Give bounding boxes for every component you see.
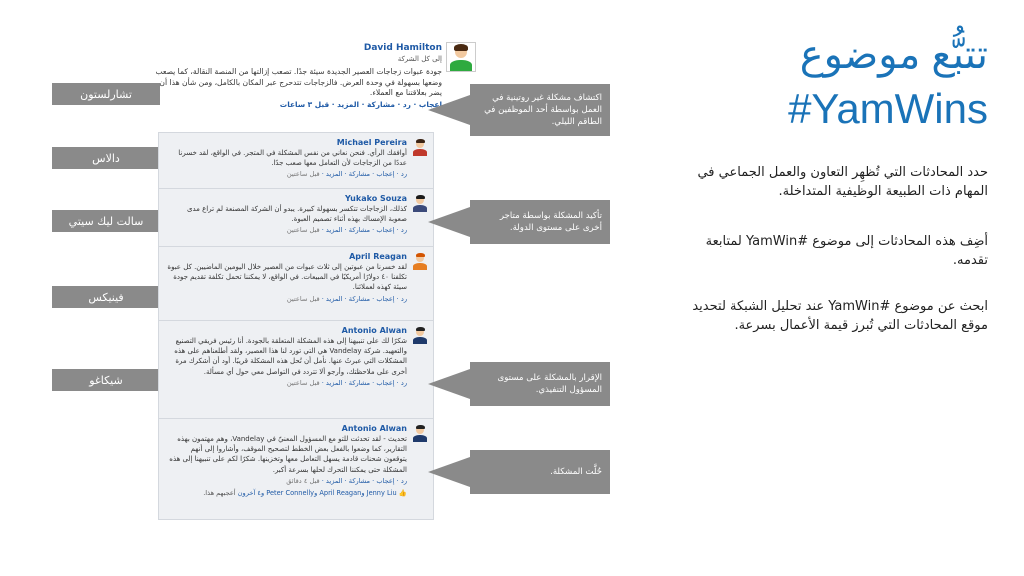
city-label-phoenix: فينيكس [52, 286, 160, 308]
likes-summary [167, 488, 407, 498]
avatar[interactable] [411, 424, 429, 442]
post-body: جودة عبوات زجاجات العصير الجديدة سيئة جدًا. تصعب إزالتها من المنصة النقالة، كما يصعب وضعها بسهولة في وحدة العرض. فالزجاجات تتدحرج عبر المكان بالكامل، ومن شأن هذا أن يضر بعلاقتنا مع العملاء. [155, 67, 442, 98]
reply-author-link[interactable]: Yukako Souza [344, 194, 407, 203]
likes-suffix: أعجبهم هذا. [203, 488, 236, 497]
paragraph-identify: حدد المحادثات التي تُظهِر التعاون والعمل الجماعي في المهام ذات الطبيعة الوظيفية المتداخلة. [697, 165, 988, 199]
avatar[interactable] [411, 252, 429, 270]
slide-title-line1: تتبُّع موضوع [799, 33, 988, 77]
reply-actions[interactable]: رد · إعجاب · مشاركة · المزيد · قبل ساعتين [286, 170, 407, 179]
avatar[interactable] [446, 42, 476, 72]
callout-issue-discovered: اكتشاف مشكلة غير روتينية في العمل بواسطة أحد الموظفين في الطاقم الليلي. [470, 84, 610, 136]
reply-body: لقد خسرنا من عبوتين إلى ثلاث عبوات من العصير خلال اليومين الماضيين. كل عبوة تكلفنا ٤٠ دولارًا أمريكيًا في المبيعات. في الواقع، لا يمكننا تحمل تكلفة تقديم جودة سيئة كهذه لعملائنا. [167, 263, 407, 292]
post-author-link[interactable]: David Hamilton [363, 43, 442, 53]
reply-actions[interactable]: رد · إعجاب · مشاركة · المزيد · قبل ساعتين [286, 294, 407, 303]
avatar[interactable] [411, 138, 429, 156]
city-label-dallas: دالاس [52, 147, 160, 169]
reply-author-link[interactable]: Antonio Alwan [341, 424, 407, 433]
reply-actions[interactable]: رد · إعجاب · مشاركة · المزيد · قبل ٤ دقائق [286, 476, 407, 485]
reply-item [159, 419, 433, 519]
reply-item [159, 189, 433, 247]
paragraph-search-topic: ابحث عن موضوع #YamWin عند تحليل الشبكة لتحديد موقع المحادثات التي تُبرز قيمة الأعمال بسرعة. [692, 299, 988, 333]
reply-author-link[interactable]: April Reagan [349, 252, 407, 261]
replies-thread [158, 132, 434, 520]
city-label-chicago: شيكاغو [52, 369, 160, 391]
callout-issue-confirmed: تأكيد المشكلة بواسطة متاجر أخرى على مستوى الدولة. [470, 200, 610, 244]
post-audience: إلى كل الشركة [397, 55, 442, 63]
post-actions[interactable]: إعجاب · رد · مشاركة · المزيد · قبل ٣ ساعات [279, 99, 442, 109]
likes-names-link[interactable]: Jenny Liu وApril Reagan وPeter Connelly و٤ آخرون [237, 488, 397, 497]
reply-author-link[interactable]: Antonio Alwan [341, 326, 407, 335]
reply-actions[interactable]: رد · إعجاب · مشاركة · المزيد · قبل ساعتين [286, 226, 407, 235]
user-avatar-icon [411, 424, 429, 442]
reply-item [159, 133, 433, 189]
avatar[interactable] [411, 326, 429, 344]
user-avatar-icon [411, 252, 429, 270]
city-label-salt-lake-city: سالت ليك سيتي [52, 210, 160, 232]
user-avatar-icon [411, 194, 429, 212]
slide-title-hashtag: #YamWins [788, 85, 988, 132]
reply-author-link[interactable]: Michael Pereira [336, 138, 407, 147]
city-label-charleston: تشارلستون [52, 83, 160, 105]
callout-issue-resolved: حُلَّت المشكلة. [470, 450, 610, 494]
slide-title [688, 28, 988, 137]
reply-item [159, 321, 433, 419]
user-avatar-icon [411, 326, 429, 344]
reply-body: أوافقك الرأي. فنحن نعاني من نفس المشكلة في المتجر. في الواقع، لقد خسرنا عددًا من الزجاجات لأن التعامل معها صعب جدًا. [178, 149, 407, 168]
reply-body: شكرًا لك على تنبيهنا إلى هذه المشكلة المتعلقة بالجودة. أنا رئيس فريقي التصنيع والتعهيد. شركة Vandelay هي التي تورد لنا هذا العصير، ولقد أطلعناهم على هذه المشكلات التي عبرتُ عنها. نأمل أن تُحل هذه المشكلة قريبًا. أود أن أشكرك مرة أخرى على ملاحظتك، وأرجو ألا تتردد في التواصل معي حول أي مسألة. [174, 337, 407, 376]
user-avatar-icon [446, 42, 476, 72]
reply-actions[interactable]: رد · إعجاب · مشاركة · المزيد · قبل ساعتين [286, 378, 407, 387]
avatar[interactable] [411, 194, 429, 212]
user-avatar-icon [411, 138, 429, 156]
reply-body: كذلك، الزجاجات تتكسر بسهولة كبيرة. يبدو أن الشركة المصنعة لم تراع مدى صعوبة الإمساك بهذه أثناء تصميم العبوة. [186, 205, 407, 224]
reply-item [159, 247, 433, 321]
callout-issue-acknowledged: الإقرار بالمشكلة على مستوى المسؤول التنفيذي. [470, 362, 610, 406]
reply-body: تحديث - لقد تحدثت للتو مع المسؤول المعنيّ في Vandelay، وهم مهتمون بهذه التقارير، كما وضعوا بالفعل بعض الخطط لتصحيح الموقف، وأشاروا إلى أنهم يتوقعون شحنات قادمة يسهل التعامل معها وتخزينها. شكرًا لكم على تنبيهنا إلى هذه المشكلة حتى يمكننا التحرك لحلها بسرعة أكبر. [169, 435, 407, 474]
paragraph-add-topic: أضِف هذه المحادثات إلى موضوع #YamWin لمتابعة تقدمه. [705, 234, 988, 268]
thumbs-up-icon: 👍 [398, 488, 407, 497]
